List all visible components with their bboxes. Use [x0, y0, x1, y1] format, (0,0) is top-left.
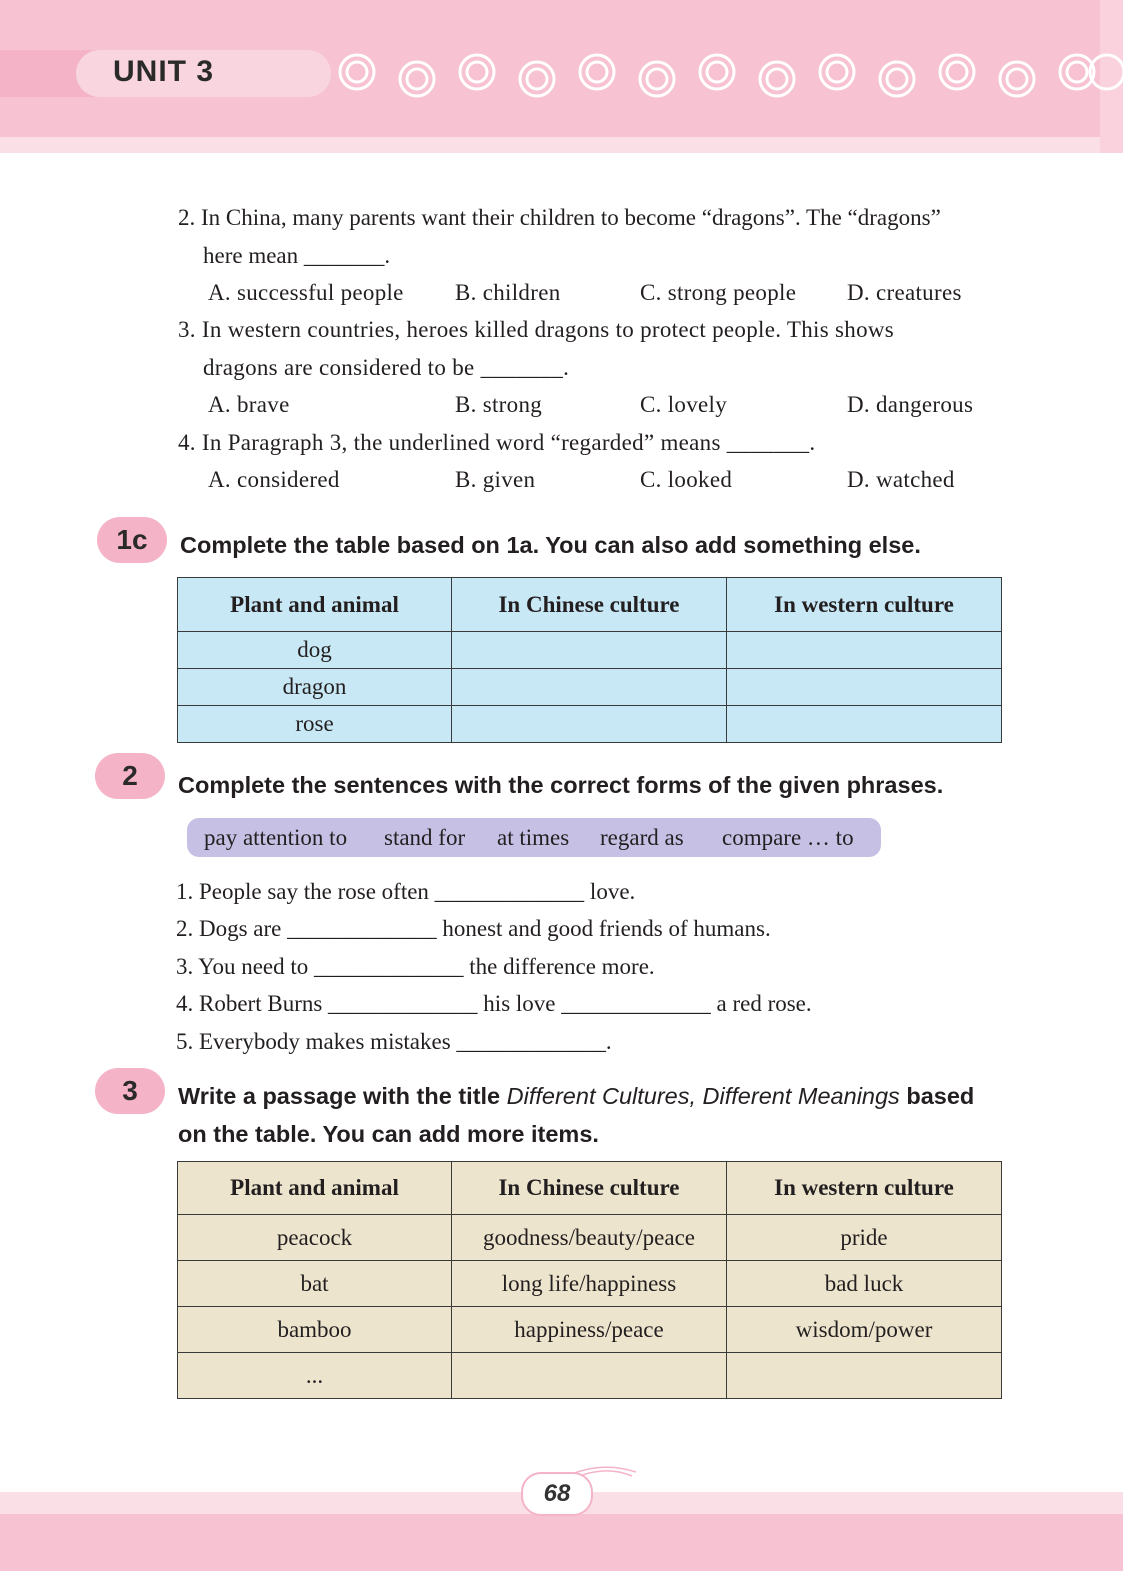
question-2-stem-cont: here mean _______. — [203, 243, 391, 268]
table-cell-blank[interactable] — [727, 706, 1002, 743]
table-row — [178, 706, 1002, 743]
table-row — [178, 1353, 1002, 1399]
table-header-row — [178, 1162, 1002, 1215]
table-cell: rose — [178, 706, 452, 743]
question-4-option-b: B. given — [455, 467, 536, 492]
table-cell: peacock — [178, 1215, 452, 1261]
section-badge-3: 3 — [95, 1068, 165, 1114]
table-cell-blank[interactable] — [452, 669, 727, 706]
table-cell: dragon — [178, 669, 452, 706]
table-cell: bat — [178, 1261, 452, 1307]
table-cell: bamboo — [178, 1307, 452, 1353]
sentence-1: 1. People say the rose often _____________ love. — [176, 879, 636, 904]
page-number: 68 — [521, 1472, 593, 1516]
question-3-stem: 3. In western countries, heroes killed dragons to protect people. This shows — [178, 317, 895, 342]
table-row — [178, 669, 1002, 706]
question-2-option-d: D. creatures — [847, 280, 962, 305]
table-row — [178, 1307, 1002, 1353]
section-3-title-italic: Different Cultures, Different Meanings — [506, 1083, 900, 1109]
section-3-title-text: Write a passage with the title — [178, 1083, 507, 1109]
question-3-option-c: C. lovely — [640, 392, 728, 417]
sentence-2: 2. Dogs are _____________ honest and good friends of humans. — [176, 916, 771, 941]
sentence-5: 5. Everybody makes mistakes _____________. — [176, 1029, 612, 1054]
section-2-title: Complete the sentences with the correct forms of the given phrases. — [178, 772, 944, 798]
question-3-option-d: D. dangerous — [847, 392, 974, 417]
sentence-3: 3. You need to _____________ the difference more. — [176, 954, 655, 979]
question-2-stem: 2. In China, many parents want their children to become “dragons”. The “dragons” — [178, 205, 941, 230]
table-cell: wisdom/power — [727, 1307, 1002, 1353]
table-cell-blank[interactable] — [727, 669, 1002, 706]
phrase-item: compare … to — [722, 825, 854, 850]
question-4-stem: 4. In Paragraph 3, the underlined word “regarded” means _______. — [178, 430, 816, 455]
table-cell: ... — [178, 1353, 452, 1399]
table-cell-blank[interactable] — [452, 706, 727, 743]
table-header-cell: In Chinese culture — [452, 1162, 727, 1215]
section-1c-title: Complete the table based on 1a. You can also add something else. — [180, 532, 921, 558]
phrase-item: pay attention to — [204, 825, 348, 850]
question-2-option-c: C. strong people — [640, 280, 797, 305]
sentence-4: 4. Robert Burns _____________ his love _____________ a red rose. — [176, 991, 812, 1016]
question-4-option-a: A. considered — [208, 467, 340, 492]
question-2-option-b: B. children — [455, 280, 561, 305]
decorative-rings-icon — [335, 50, 1123, 102]
question-3-option-b: B. strong — [455, 392, 543, 417]
phrase-item: stand for — [384, 825, 466, 850]
culture-table-3 — [177, 1161, 1002, 1399]
section-badge-1c: 1c — [97, 517, 167, 563]
table-cell-blank[interactable] — [452, 632, 727, 669]
question-3-stem-cont: dragons are considered to be _______. — [203, 355, 570, 380]
table-header-cell: In Chinese culture — [452, 578, 727, 632]
table-header-cell: In western culture — [727, 578, 1002, 632]
table-cell: dog — [178, 632, 452, 669]
phrase-item: at times — [497, 825, 570, 850]
table-header-row — [178, 578, 1002, 632]
table-cell-blank[interactable] — [727, 1353, 1002, 1399]
question-2-option-a: A. successful people — [208, 280, 404, 305]
table-cell-blank[interactable] — [452, 1353, 727, 1399]
question-3-option-a: A. brave — [208, 392, 290, 417]
header-stripe — [0, 137, 1123, 153]
table-cell: pride — [727, 1215, 1002, 1261]
phrase-box — [187, 818, 881, 857]
section-3-title-text: based — [899, 1083, 975, 1109]
question-4-option-c: C. looked — [640, 467, 733, 492]
section-3-title — [178, 1077, 974, 1115]
culture-table-1c — [177, 577, 1002, 743]
section-badge-2: 2 — [95, 753, 165, 799]
table-header-cell: In western culture — [727, 1162, 1002, 1215]
question-4-option-d: D. watched — [847, 467, 955, 492]
table-header-cell: Plant and animal — [178, 578, 452, 632]
table-cell: bad luck — [727, 1261, 1002, 1307]
section-3-title-cont: on the table. You can add more items. — [178, 1121, 599, 1147]
table-header-cell: Plant and animal — [178, 1162, 452, 1215]
table-cell: happiness/peace — [452, 1307, 727, 1353]
table-cell: goodness/beauty/peace — [452, 1215, 727, 1261]
phrase-item: regard as — [600, 825, 684, 850]
footer-band — [0, 1514, 1123, 1571]
unit-title: UNIT 3 — [113, 55, 215, 88]
table-row — [178, 1215, 1002, 1261]
table-cell: long life/happiness — [452, 1261, 727, 1307]
table-row — [178, 1261, 1002, 1307]
table-row — [178, 632, 1002, 669]
table-cell-blank[interactable] — [727, 632, 1002, 669]
